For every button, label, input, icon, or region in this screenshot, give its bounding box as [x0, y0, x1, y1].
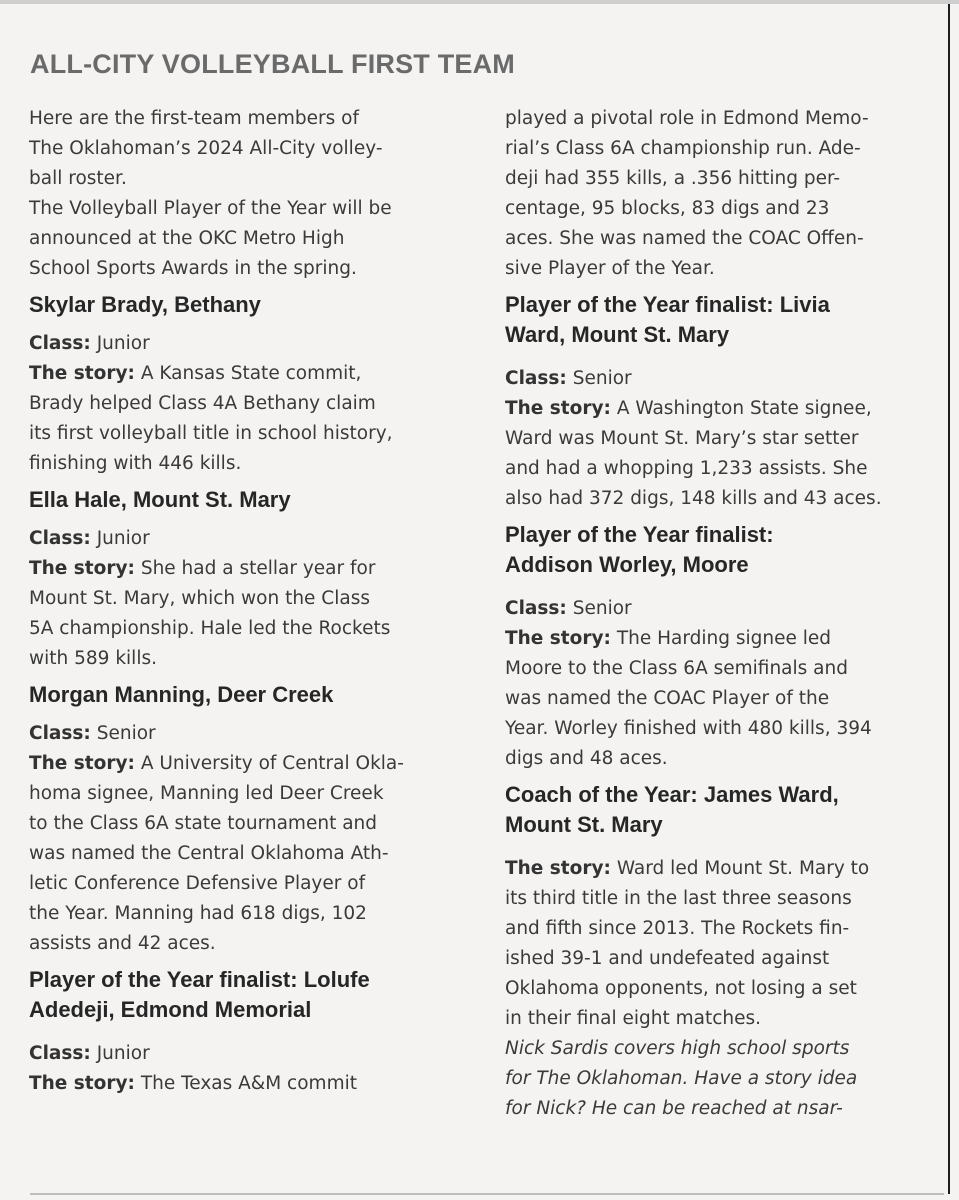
story-line: its first volleyball title in school history, [29, 423, 393, 444]
player-name-line: Player of the Year finalist: Lolufe [29, 967, 370, 992]
story-line [505, 854, 945, 884]
story-line: Brady helped Class 4A Bethany claim [29, 393, 376, 414]
class-value: Junior [96, 528, 150, 549]
story-line: to the Class 6A state tournament and [29, 813, 378, 834]
class-label: Class: [505, 368, 567, 389]
story-text: Ward led Mount St. Mary to [616, 858, 870, 879]
story-line: played a pivotal role in Edmond Memo- [505, 108, 869, 129]
class-label: Class: [29, 1043, 91, 1064]
intro-line: The Volleyball Player of the Year will be [29, 198, 392, 219]
story-label: The story: [29, 753, 135, 774]
player-name [505, 520, 945, 580]
story-line: its third title in the last three seasons [505, 888, 852, 909]
player-name [29, 965, 469, 1025]
player-name-line: Player of the Year finalist: [505, 522, 774, 547]
story-line: was named the Central Oklahoma Ath- [29, 843, 389, 864]
credit-line: Nick Sardis covers high school sports [505, 1038, 850, 1059]
class-line [29, 524, 469, 554]
story-line: finishing with 446 kills. [29, 453, 242, 474]
right-column [505, 104, 945, 1124]
story-text: The Harding signee led [616, 628, 832, 649]
intro-line: Here are the first-team members of [29, 108, 360, 129]
story-line [29, 359, 469, 389]
class-label: Class: [29, 528, 91, 549]
credit-line: for The Oklahoman. Have a story idea [505, 1068, 858, 1089]
story-line: assists and 42 aces. [29, 933, 216, 954]
class-value: Junior [96, 333, 150, 354]
story-label: The story: [29, 1073, 135, 1094]
continued-story [505, 104, 945, 284]
story-line: ished 39-1 and undefeated against [505, 948, 830, 969]
player-entry [29, 290, 469, 479]
story-line: and had a whopping 1,233 assists. She [505, 458, 868, 479]
story-text: A University of Central Okla- [140, 753, 404, 774]
class-value: Junior [96, 1043, 150, 1064]
intro-paragraph [29, 104, 469, 284]
story-line: sive Player of the Year. [505, 258, 715, 279]
player-name: Morgan Manning, Deer Creek [29, 682, 334, 707]
coach-name-line: Coach of the Year: James Ward, [505, 782, 839, 807]
class-line [29, 719, 469, 749]
story-text: She had a stellar year for [140, 558, 376, 579]
story-line: deji had 355 kills, a .356 hitting per- [505, 168, 841, 189]
story-line [29, 554, 469, 584]
player-name [505, 290, 945, 350]
story-line: digs and 48 aces. [505, 748, 668, 769]
class-line [29, 1039, 469, 1069]
player-name-line: Ward, Mount St. Mary [505, 322, 730, 347]
intro-line: The Oklahoman’s 2024 All-City volley- [29, 138, 383, 159]
class-label: Class: [29, 723, 91, 744]
story-text: The Texas A&M commit [140, 1073, 357, 1094]
coach-entry [505, 780, 945, 1034]
story-line: homa signee, Manning led Deer Creek [29, 783, 384, 804]
credit-line: for Nick? He can be reached at nsar- [505, 1098, 843, 1119]
story-line: also had 372 digs, 148 kills and 43 aces. [505, 488, 882, 509]
story-label: The story: [505, 398, 611, 419]
story-line: 5A championship. Hale led the Rockets [29, 618, 391, 639]
story-line: and fifth since 2013. The Rockets fin- [505, 918, 850, 939]
story-line: aces. She was named the COAC Offen- [505, 228, 864, 249]
class-line [29, 329, 469, 359]
coach-name [505, 780, 945, 840]
player-entry [505, 520, 945, 774]
player-name-line: Player of the Year finalist: Livia [505, 292, 830, 317]
player-entry [29, 680, 469, 959]
player-entry [29, 485, 469, 674]
story-line [505, 624, 945, 654]
class-value: Senior [96, 723, 156, 744]
story-line: Year. Worley finished with 480 kills, 394 [505, 718, 872, 739]
story-line [505, 394, 945, 424]
story-line: rial’s Class 6A championship run. Ade- [505, 138, 861, 159]
bottom-rule [30, 1193, 944, 1195]
story-line: centage, 95 blocks, 83 digs and 23 [505, 198, 830, 219]
intro-line: ball roster. [29, 168, 127, 189]
player-entry [505, 290, 945, 514]
headline: ALL-CITY VOLLEYBALL FIRST TEAM [30, 49, 515, 79]
story-line: Moore to the Class 6A semifinals and [505, 658, 848, 679]
story-label: The story: [29, 558, 135, 579]
class-value: Senior [572, 368, 632, 389]
story-label: The story: [505, 858, 611, 879]
class-value: Senior [572, 598, 632, 619]
intro-line: announced at the OKC Metro High [29, 228, 345, 249]
story-line: Mount St. Mary, which won the Class [29, 588, 370, 609]
story-line: letic Conference Defensive Player of [29, 873, 366, 894]
story-line [29, 749, 469, 779]
story-line: was named the COAC Player of the [505, 688, 830, 709]
story-line: with 589 kills. [29, 648, 157, 669]
story-line: Ward was Mount St. Mary’s star setter [505, 428, 859, 449]
left-column [29, 104, 469, 1099]
story-label: The story: [29, 363, 135, 384]
player-name: Ella Hale, Mount St. Mary [29, 487, 291, 512]
story-line: Oklahoma opponents, not losing a set [505, 978, 857, 999]
class-line [505, 364, 945, 394]
author-credit [505, 1034, 945, 1124]
player-name-line: Adedeji, Edmond Memorial [29, 997, 312, 1022]
class-line [505, 594, 945, 624]
class-label: Class: [29, 333, 91, 354]
coach-name-line: Mount St. Mary [505, 812, 663, 837]
class-label: Class: [505, 598, 567, 619]
player-name-line: Addison Worley, Moore [505, 552, 749, 577]
intro-line: School Sports Awards in the spring. [29, 258, 357, 279]
player-name: Skylar Brady, Bethany [29, 292, 261, 317]
story-line [29, 1069, 469, 1099]
story-line: in their final eight matches. [505, 1008, 762, 1029]
player-entry [29, 965, 469, 1099]
story-line: the Year. Manning had 618 digs, 102 [29, 903, 367, 924]
story-text: A Washington State signee, [616, 398, 872, 419]
story-label: The story: [505, 628, 611, 649]
story-text: A Kansas State commit, [140, 363, 362, 384]
